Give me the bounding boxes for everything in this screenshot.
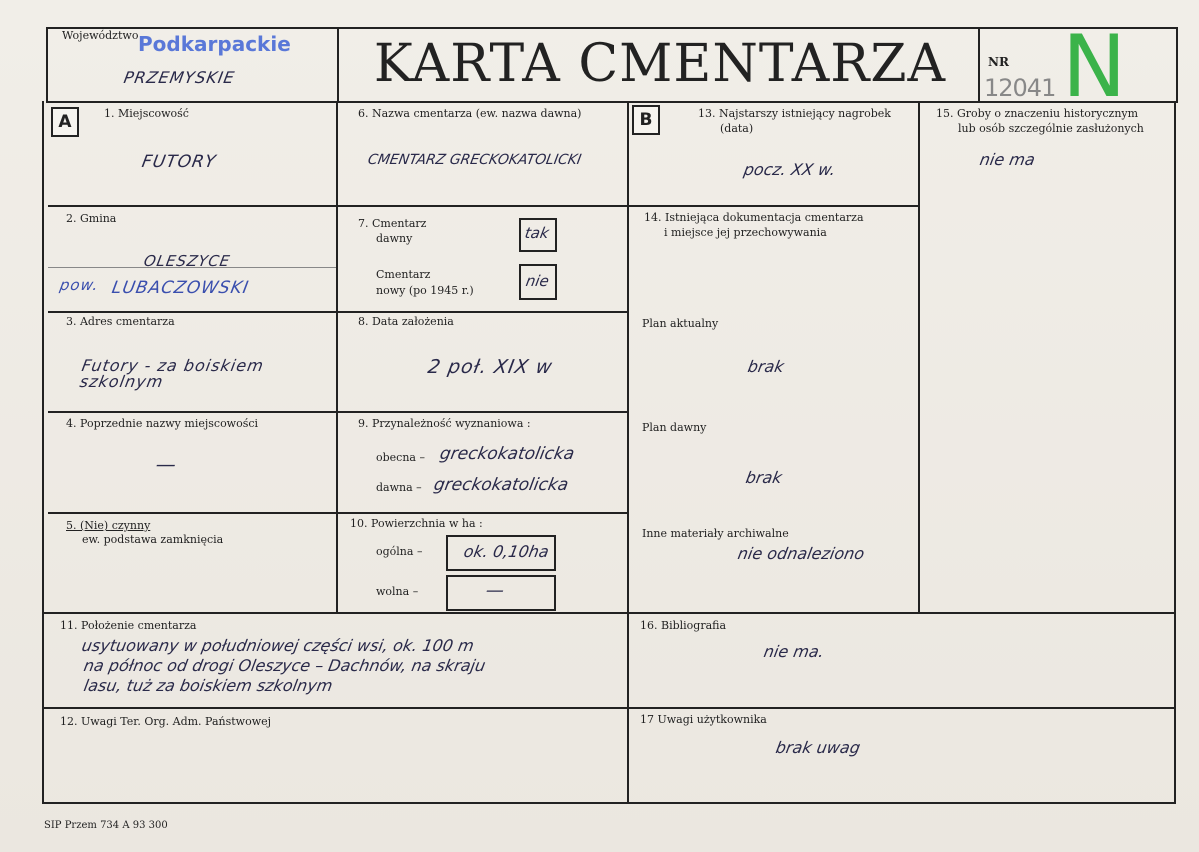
rule — [338, 512, 627, 514]
section-letter-a: A — [51, 107, 79, 137]
rule — [46, 27, 1178, 29]
rule — [46, 27, 48, 103]
field-12-label: 12. Uwagi Ter. Org. Adm. Państwowej — [60, 715, 272, 728]
field-13-sublabel: (data) — [720, 122, 754, 135]
wojewodztwo-stamp: Podkarpackie — [138, 32, 291, 56]
rule — [338, 311, 627, 313]
plan-aktualny-label: Plan aktualny — [642, 317, 719, 330]
rule — [338, 411, 627, 413]
wojewodztwo-old-value: PRZEMYSKIE — [122, 68, 237, 87]
rule — [918, 101, 920, 613]
rule — [1176, 27, 1178, 103]
inne-materialy-label: Inne materiały archiwalne — [642, 527, 789, 540]
rule — [48, 205, 336, 207]
field-7-sublabel: dawny — [376, 232, 413, 245]
field-9-obecna-label: obecna – — [376, 451, 425, 464]
field-10-label: 10. Powierzchnia w ha : — [350, 517, 483, 530]
field-10-ogolna-label: ogólna – — [376, 545, 423, 558]
rule — [42, 802, 1176, 804]
field-15-sublabel: lub osób szczególnie zasłużonych — [958, 122, 1144, 135]
field-9-dawna-value: greckokatolicka — [432, 475, 570, 495]
print-code: SIP Przem 734 A 93 300 — [44, 820, 168, 831]
field-17-label: 17 Uwagi użytkownika — [640, 713, 767, 726]
field-6-label: 6. Nazwa cmentarza (ew. nazwa dawna) — [358, 107, 582, 120]
plan-dawny-value: brak — [744, 468, 784, 487]
field-2-value: OLESZYCE — [142, 252, 232, 270]
field-7-value: tak — [523, 224, 551, 242]
field-9-obecna-value: greckokatolicka — [438, 444, 576, 464]
field-2-pow-prefix: pow. — [58, 276, 101, 294]
inne-materialy-value: nie odnaleziono — [736, 544, 866, 563]
field-4-value: — — [153, 452, 180, 476]
rule — [1174, 101, 1176, 804]
field-8-label: 8. Data założenia — [358, 315, 454, 328]
field-15-value: nie ma — [978, 150, 1037, 169]
field-7-label: 7. Cmentarz — [358, 217, 427, 230]
field-16-label: 16. Bibliografia — [640, 619, 727, 632]
wojewodztwo-label: Województwo — [62, 29, 139, 42]
rule — [336, 101, 338, 613]
nr-value: 12041 — [984, 74, 1056, 102]
rule — [48, 311, 336, 313]
field-13-label: 13. Najstarszy istniejący nagrobek — [698, 107, 891, 120]
rule — [629, 205, 918, 207]
field-11-label: 11. Położenie cmentarza — [60, 619, 197, 632]
field-10-wolna-value: — — [484, 580, 507, 601]
plan-dawny-label: Plan dawny — [642, 421, 707, 434]
rule — [48, 411, 336, 413]
field-7b-value: nie — [524, 272, 551, 290]
nr-label: NR — [988, 55, 1009, 69]
section-letter-b: B — [632, 105, 660, 135]
field-11-value-line2: na północ od drogi Oleszyce – Dachnów, na skraju — [82, 656, 488, 675]
field-1-value: FUTORY — [140, 152, 218, 172]
field-3-label: 3. Adres cmentarza — [66, 315, 175, 328]
field-10-ogolna-value: ok. 0,10ha — [462, 542, 551, 561]
field-8-value: 2 poł. XIX w — [426, 356, 555, 378]
field-7b-sublabel: nowy (po 1945 r.) — [376, 284, 474, 297]
field-2-pow-value: LUBACZOWSKI — [110, 278, 251, 298]
field-5-label: 5. (Nie) czynny — [66, 519, 151, 532]
card-title: KARTA CMENTARZA — [373, 34, 947, 94]
field-2-label: 2. Gmina — [66, 212, 117, 225]
field-7b-label: Cmentarz — [376, 268, 431, 281]
field-1-label: 1. Miejscowość — [104, 107, 189, 120]
field-14-label: 14. Istniejąca dokumentacja cmentarza — [644, 211, 864, 224]
plan-aktualny-value: brak — [746, 357, 786, 376]
rule — [42, 612, 1176, 614]
category-letter: N — [1062, 17, 1127, 117]
field-14-sublabel: i miejsce jej przechowywania — [664, 226, 827, 239]
field-15-label: 15. Groby o znaczeniu historycznym — [936, 107, 1139, 120]
field-3-value-line2: szkolnym — [78, 372, 166, 391]
field-13-value: pocz. XX w. — [742, 160, 838, 179]
rule — [337, 27, 339, 103]
field-10-wolna-label: wolna – — [376, 585, 419, 598]
field-3-value-line1: Futory - za boiskiem — [80, 356, 266, 375]
field-11-value-line1: usytuowany w południowej części wsi, ok. 100 m — [80, 636, 476, 655]
field-17-value: brak uwag — [774, 738, 862, 757]
rule — [338, 205, 627, 207]
rule — [42, 707, 1176, 709]
field-16-value: nie ma. — [762, 642, 826, 661]
field-6-value: CMENTARZ GRECKOKATOLICKI — [366, 152, 583, 168]
field-5-sublabel: ew. podstawa zamknięcia — [82, 533, 224, 546]
field-9-label: 9. Przynależność wyznaniowa : — [358, 417, 531, 430]
field-9-dawna-label: dawna – — [376, 481, 422, 494]
rule — [48, 512, 336, 514]
rule — [42, 101, 44, 804]
field-11-value-line3: lasu, tuż za boiskiem szkolnym — [82, 676, 335, 695]
field-4-label: 4. Poprzednie nazwy miejscowości — [66, 417, 259, 430]
